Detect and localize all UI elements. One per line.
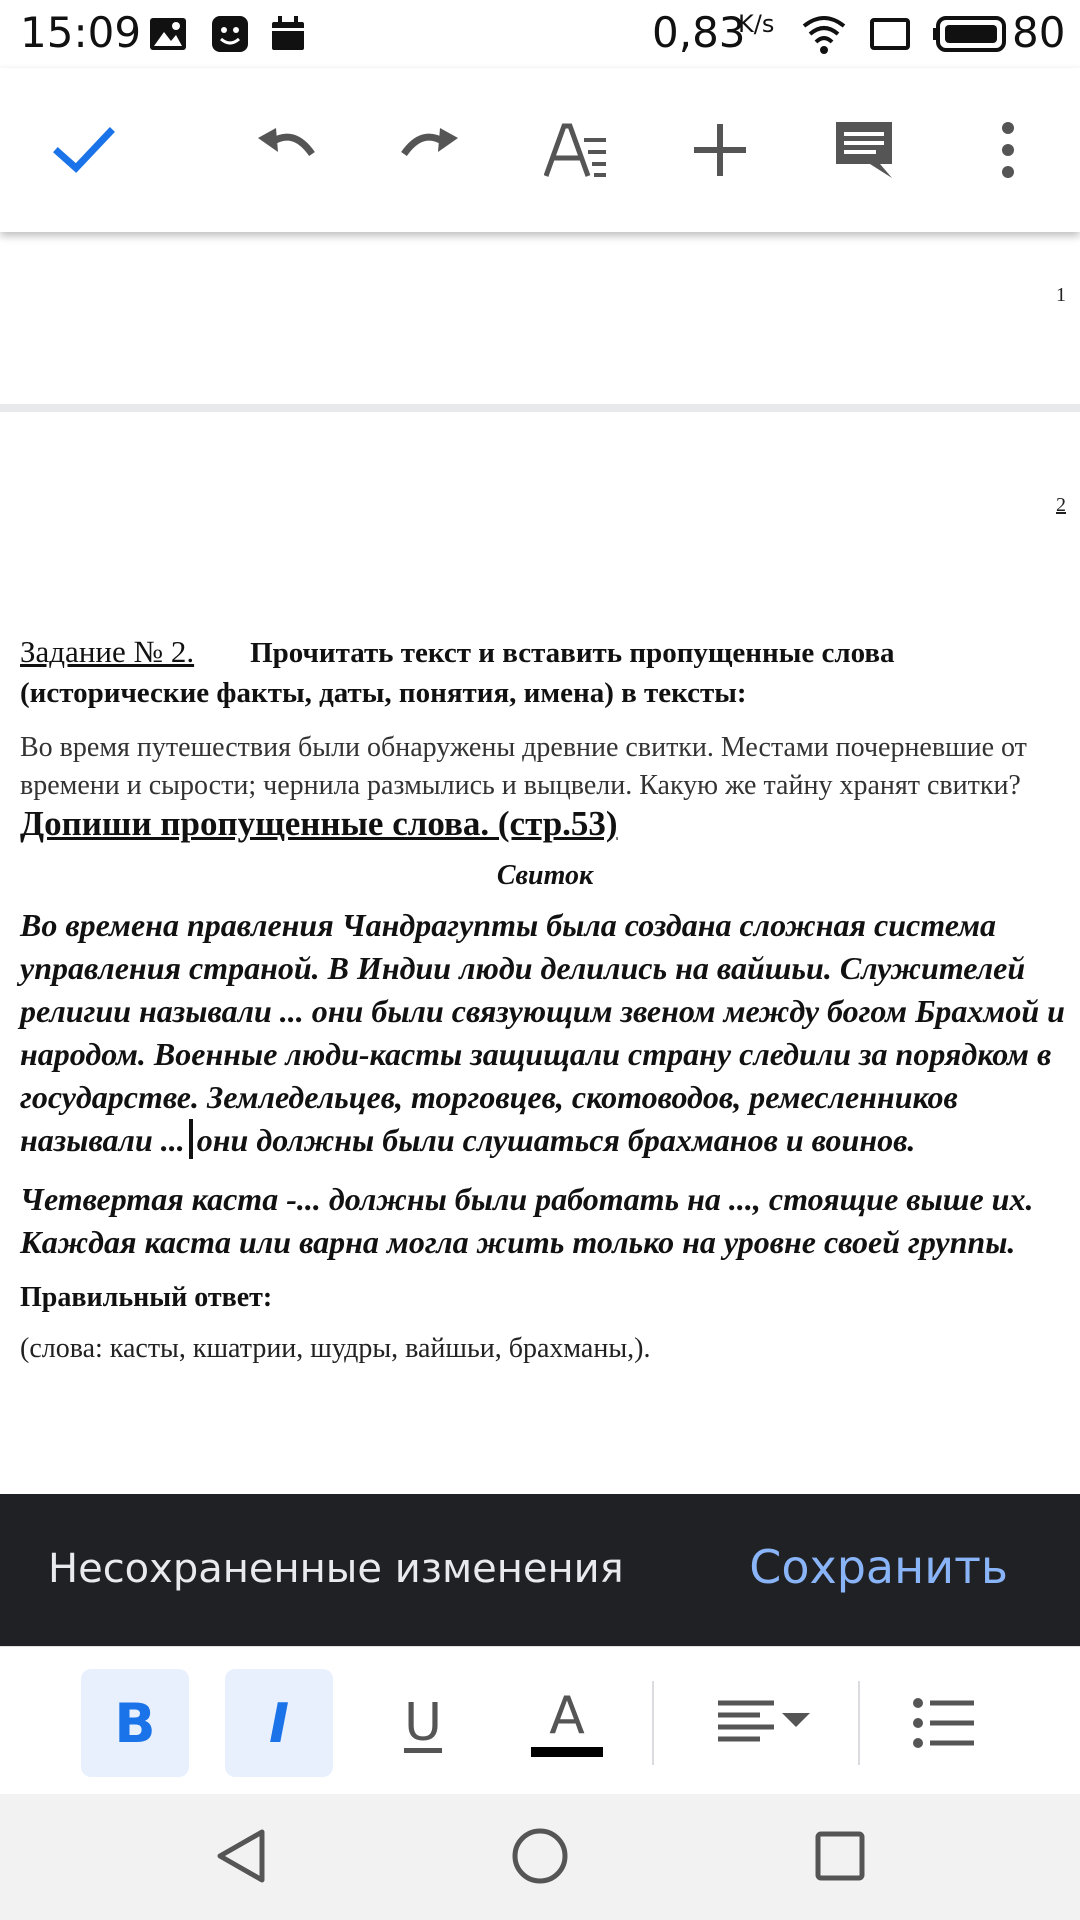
- recents-icon: [808, 1824, 872, 1888]
- wifi-icon: [800, 14, 848, 58]
- text-cursor: [189, 1119, 193, 1159]
- text-format-button[interactable]: [544, 118, 608, 182]
- task-paragraph[interactable]: [20, 632, 1070, 713]
- underline-button[interactable]: [369, 1669, 477, 1777]
- system-nav-bar: [0, 1794, 1080, 1920]
- network-speed: 0,83: [652, 8, 746, 57]
- save-button[interactable]: Сохранить: [749, 1540, 1008, 1594]
- recents-button[interactable]: [808, 1824, 872, 1888]
- text-color-button[interactable]: [513, 1669, 621, 1777]
- answer-label[interactable]: Правильный ответ:: [20, 1282, 273, 1313]
- underline-icon: U: [403, 1693, 443, 1753]
- more-vert-icon: [976, 118, 1040, 182]
- back-button[interactable]: [210, 1824, 274, 1888]
- bold-button[interactable]: [81, 1669, 189, 1777]
- undo-button[interactable]: [254, 118, 318, 182]
- intro-emphasis: Допиши пропущенные слова. (стр.53): [20, 804, 618, 843]
- battery-level: 80: [1012, 8, 1066, 57]
- more-options-button[interactable]: [976, 118, 1040, 182]
- face-app-icon: [210, 14, 250, 54]
- format-divider-1: [652, 1681, 654, 1765]
- paragraph1-text-after: они должны были слушаться брахманов и воинов.: [196, 1122, 916, 1158]
- text-color-swatch: [531, 1747, 603, 1757]
- chevron-down-icon: [782, 1713, 810, 1727]
- battery-icon: [932, 14, 1008, 54]
- editor-toolbar: [0, 68, 1080, 232]
- scroll-paragraph-2[interactable]: Четвертая каста -... должны были работать на ..., стоящие выше их. Каждая каста или варна могла жить только на уровне своей группы.: [20, 1181, 1034, 1260]
- unsaved-changes-snackbar: [0, 1494, 1080, 1646]
- status-bar: [0, 0, 1080, 68]
- gallery-icon: [148, 14, 188, 54]
- document-canvas[interactable]: [0, 232, 1080, 1494]
- text-color-icon: A: [549, 1686, 585, 1746]
- back-icon: [210, 1824, 274, 1888]
- bold-icon: B: [114, 1691, 156, 1755]
- task-label: Задание № 2.: [20, 634, 195, 669]
- italic-icon: I: [268, 1691, 290, 1755]
- page-separator: [0, 404, 1080, 412]
- page-number-2: 2: [1056, 494, 1066, 516]
- status-time: 15:09: [20, 8, 142, 57]
- comment-icon: [832, 118, 896, 182]
- page-number-1: 1: [1056, 284, 1066, 306]
- paragraph1-text: Во времена правления Чандрагупты была создана сложная система управления страной. В Индии люди делились на вайшьи. Служителей религии называли ... они были связующим звеном между богом Брахмой и народом. Военные люди-касты защищали страну следили за порядком в государстве. Земледельцев, торговцев, скотоводов, ремесленников называли ...: [20, 907, 1065, 1158]
- check-icon: [52, 118, 116, 182]
- intro-paragraph[interactable]: [20, 729, 1070, 846]
- italic-button[interactable]: [225, 1669, 333, 1777]
- bullet-list-icon: [912, 1695, 976, 1751]
- scroll-paragraph-1[interactable]: [20, 904, 1070, 1162]
- home-icon: [508, 1824, 572, 1888]
- bulleted-list-button[interactable]: [890, 1669, 998, 1777]
- snackbar-message: Несохраненные изменения: [48, 1546, 624, 1592]
- redo-button[interactable]: [398, 118, 462, 182]
- intro-text: Во время путешествия были обнаружены древние свитки. Местами почерневшие от времени и сырости; чернила размылись и выцвели. Какую же тайну хранят свитки?: [20, 732, 1027, 801]
- redo-icon: [398, 118, 462, 182]
- scroll-title[interactable]: Свиток: [496, 860, 594, 891]
- format-divider-2: [858, 1681, 860, 1765]
- text-format-icon: [544, 118, 608, 182]
- network-speed-unit: K/s: [738, 10, 775, 38]
- screen-icon: [868, 14, 912, 54]
- comment-button[interactable]: [832, 118, 896, 182]
- insert-button[interactable]: [688, 118, 752, 182]
- undo-icon: [254, 118, 318, 182]
- format-bar: [0, 1646, 1080, 1795]
- align-button[interactable]: [700, 1669, 820, 1777]
- align-left-icon: [708, 1691, 812, 1755]
- words-hint[interactable]: (слова: касты, кшатрии, шудры, вайшьи, брахманы,).: [20, 1333, 651, 1364]
- task-text: Прочитать текст и вставить пропущенные слова (исторические факты, даты, понятия, имена) в тексты:: [20, 637, 895, 709]
- add-icon: [688, 118, 752, 182]
- home-button[interactable]: [508, 1824, 572, 1888]
- document-body[interactable]: [20, 632, 1070, 1368]
- calendar-icon: [268, 14, 308, 54]
- done-button[interactable]: [52, 118, 116, 182]
